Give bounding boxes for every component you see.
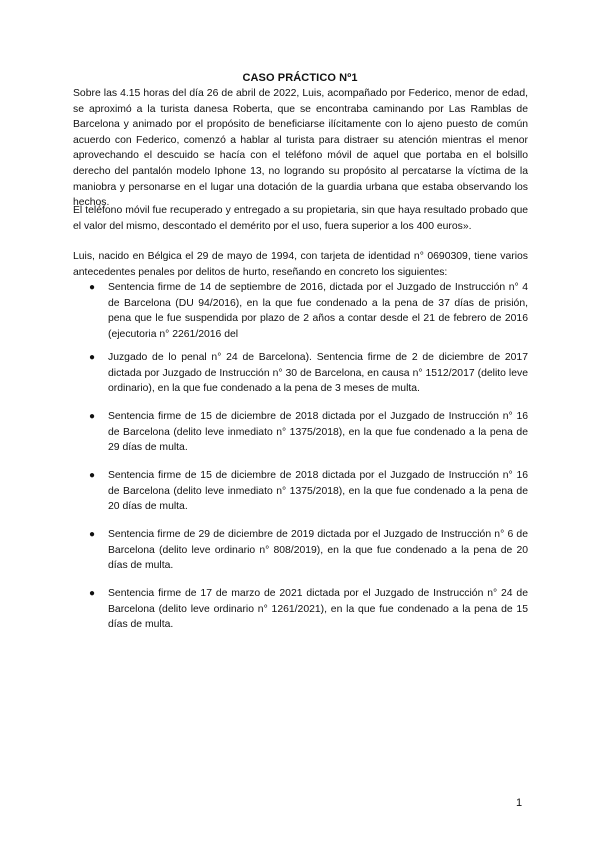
page-number: 1 [516,797,523,809]
bullet-icon: ● [89,352,96,363]
document-title: CASO PRÁCTICO Nº1 [242,72,358,84]
bullet-icon: ● [89,282,96,293]
list-item: Juzgado de lo penal n° 24 de Barcelona). Sentencia firme de 2 de diciembre de 2017 dictada por Juzgado de Instrucción n° 30 de Barcelona, en causa n° 1512/2017 (delito leve ordinario), en la que fue condenado a la pena de 3 meses de multa. [108,352,528,395]
list-item: Sentencia firme de 17 de marzo de 2021 dictada por el Juzgado de Instrucción n° 24 de Barcelona (delito leve ordinario n° 1261/2021), en la que fue condenado a la pena de 15 días de multa. [108,588,528,631]
bullet-icon: ● [89,411,96,422]
list-item: Sentencia firme de 15 de diciembre de 2018 dictada por el Juzgado de Instrucción n° 16 de Barcelona (delito leve inmediato n° 1375/2018), en la que fue condenado a la pena de 20 días de multa. [108,470,528,513]
list-item: Sentencia firme de 29 de diciembre de 2019 dictada por el Juzgado de Instrucción n° 6 de Barcelona (delito leve ordinario n° 808/2019), en la que fue condenado a la pena de 20 días de multa. [108,529,528,572]
paragraph-background: Luis, nacido en Bélgica el 29 de mayo de 1994, con tarjeta de identidad n° 0690309, tiene varios antecedentes penales por delitos de hurto, reseñando en concreto los siguientes: [73,251,528,278]
list-item: Sentencia firme de 15 de diciembre de 2018 dictada por el Juzgado de Instrucción n° 16 de Barcelona (delito leve inmediato n° 1375/2018), en la que fue condenado a la pena de 29 días de multa. [108,411,528,454]
bullet-icon: ● [89,470,96,481]
bullet-icon: ● [89,588,96,599]
paragraph-recovery: El teléfono móvil fue recuperado y entregado a su propietaria, sin que haya resultado probado que el valor del mismo, descontado el demérito por el uso, fuera superior a los 400 euros». [73,205,528,232]
paragraph-facts: Sobre las 4.15 horas del día 26 de abril de 2022, Luis, acompañado por Federico, menor de edad, se aproximó a la turista danesa Roberta, que se encontraba caminando por Las Ramblas de Barcelona y animado por el propósito de beneficiarse ilícitamente con lo ajeno puesto de común acuerdo con Federico, comenzó a hablar al turista para distraer su atención mientras el menor aprovechando el descuido se hacía con el teléfono móvil de aquel que portaba en el bolsillo derecho del pantalón modelo Iphone 13, no logrando su propósito al percatarse la víctima de la maniobra y personarse en el lugar una dotación de la guardia urbana que estaba observando los hechos. [73,88,528,209]
list-item: Sentencia firme de 14 de septiembre de 2016, dictada por el Juzgado de Instrucción n° 4 de Barcelona (DU 94/2016), en la que fue condenado a la pena de 37 días de prisión, pena que le fue suspendida por plazo de 2 años a contar desde el 21 de febrero de 2016 (ejecutoria n° 2261/2016 del [108,282,528,340]
bullet-icon: ● [89,529,96,540]
